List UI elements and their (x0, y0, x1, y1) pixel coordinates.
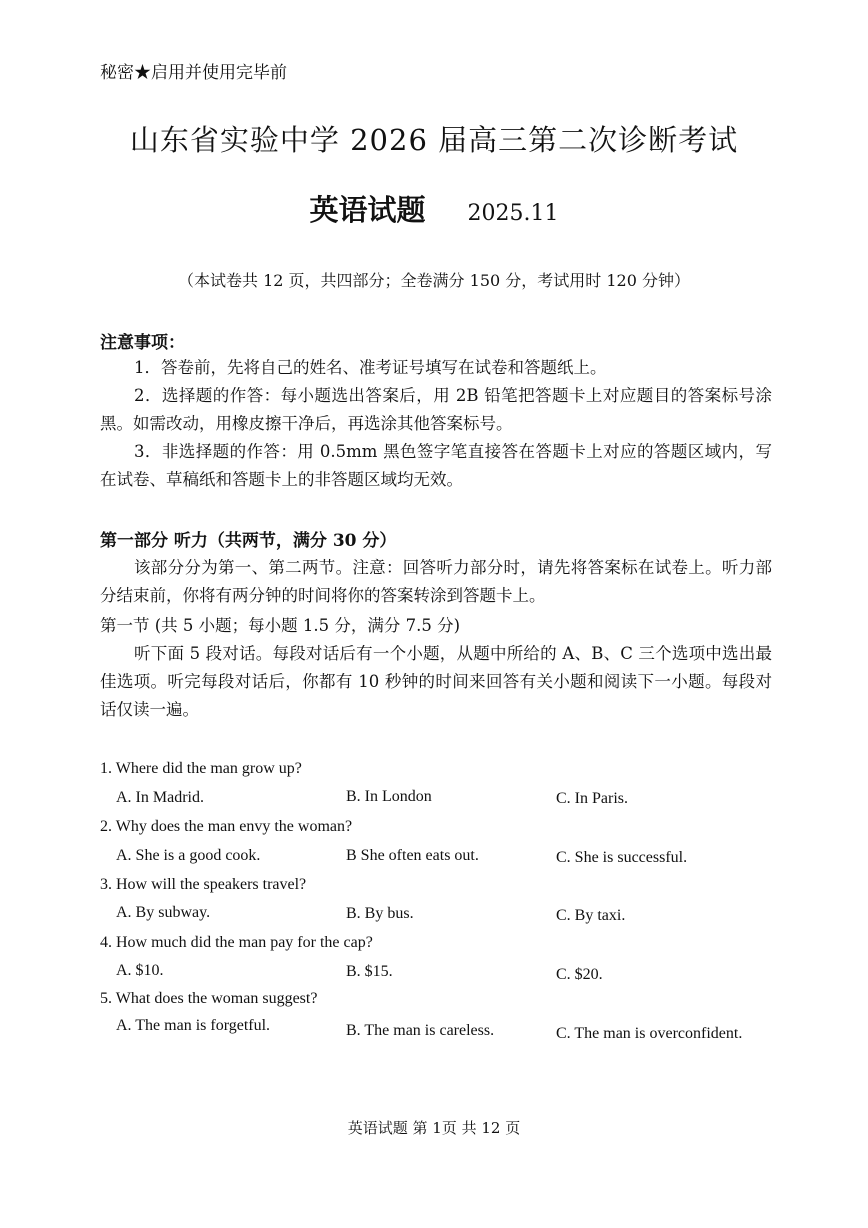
option-c: C. $20. (556, 966, 603, 983)
option-b: B. $15. (346, 963, 393, 980)
section1-intro: 听下面 5 段对话。每段对话后有一个小题，从题中所给的 A、B、C 三个选项中选出最佳选项。听完每段对话后，你都有 10 秒钟的时间来回答有关小题和阅读下一小题。每段对话仅读一遍。 (100, 644, 772, 719)
option-a: A. She is a good cook. (116, 847, 261, 864)
part1-intro: 该部分分为第一、第二两节。注意：回答听力部分时，请先将答案标在试卷上。听力部分结束前，你将有两分钟的时间将你的答案转涂到答题卡上。 (100, 558, 772, 605)
part1-heading: 第一部分 听力（共两节，满分 30 分） (100, 531, 397, 551)
question-4: 4. How much did the man pay for the cap? (100, 934, 373, 951)
option-c: C. The man is overconfident. (556, 1025, 743, 1042)
option-b: B She often eats out. (346, 847, 479, 864)
option-b: B. By bus. (346, 905, 414, 922)
notice-heading: 注意事项： (100, 333, 185, 353)
question-5: 5. What does the woman suggest? (100, 990, 318, 1007)
option-a: A. The man is forgetful. (116, 1017, 271, 1034)
question-1: 1. Where did the man grow up? (100, 760, 302, 777)
option-a: A. By subway. (116, 904, 211, 921)
exam-info: （本试卷共 12 页，共四部分；全卷满分 150 分，考试用时 120 分钟） (178, 271, 690, 290)
subject-line (0, 188, 868, 229)
option-a: A. $10. (116, 962, 164, 979)
confidential-label: 秘密★启用并使用完毕前 (100, 63, 287, 83)
notice-item: 1．答卷前，先将自己的姓名、准考证号填写在试卷和答题纸上。 (134, 358, 607, 377)
option-c: C. She is successful. (556, 849, 688, 866)
option-c: C. By taxi. (556, 907, 626, 924)
question-3: 3. How will the speakers travel? (100, 876, 307, 893)
question-2: 2. Why does the man envy the woman? (100, 818, 353, 835)
exam-title: 山东省实验中学 2026 届高三第二次诊断考试 (129, 123, 739, 157)
option-b: B. The man is careless. (346, 1022, 495, 1039)
page-footer: 英语试题 第 1页 共 12 页 (347, 1119, 521, 1137)
option-c: C. In Paris. (556, 790, 628, 807)
section1-heading: 第一节 (共 5 小题；每小题 1.5 分，满分 7.5 分) (100, 616, 461, 635)
notice-item: 3．非选择题的作答：用 0.5mm 黑色签字笔直接答在答题卡上对应的答题区域内，写在试卷、草稿纸和答题卡上的非答题区域均无效。 (100, 442, 772, 489)
exam-date: 2025.11 (467, 201, 559, 226)
option-a: A. In Madrid. (116, 789, 204, 806)
option-b: B. In London (346, 788, 432, 805)
notice-item: 2．选择题的作答：每小题选出答案后，用 2B 铅笔把答题卡上对应题目的答案标号涂黑。如需改动，用橡皮擦干净后，再选涂其他答案标号。 (100, 386, 772, 433)
subject-title: 英语试题 (309, 193, 426, 227)
